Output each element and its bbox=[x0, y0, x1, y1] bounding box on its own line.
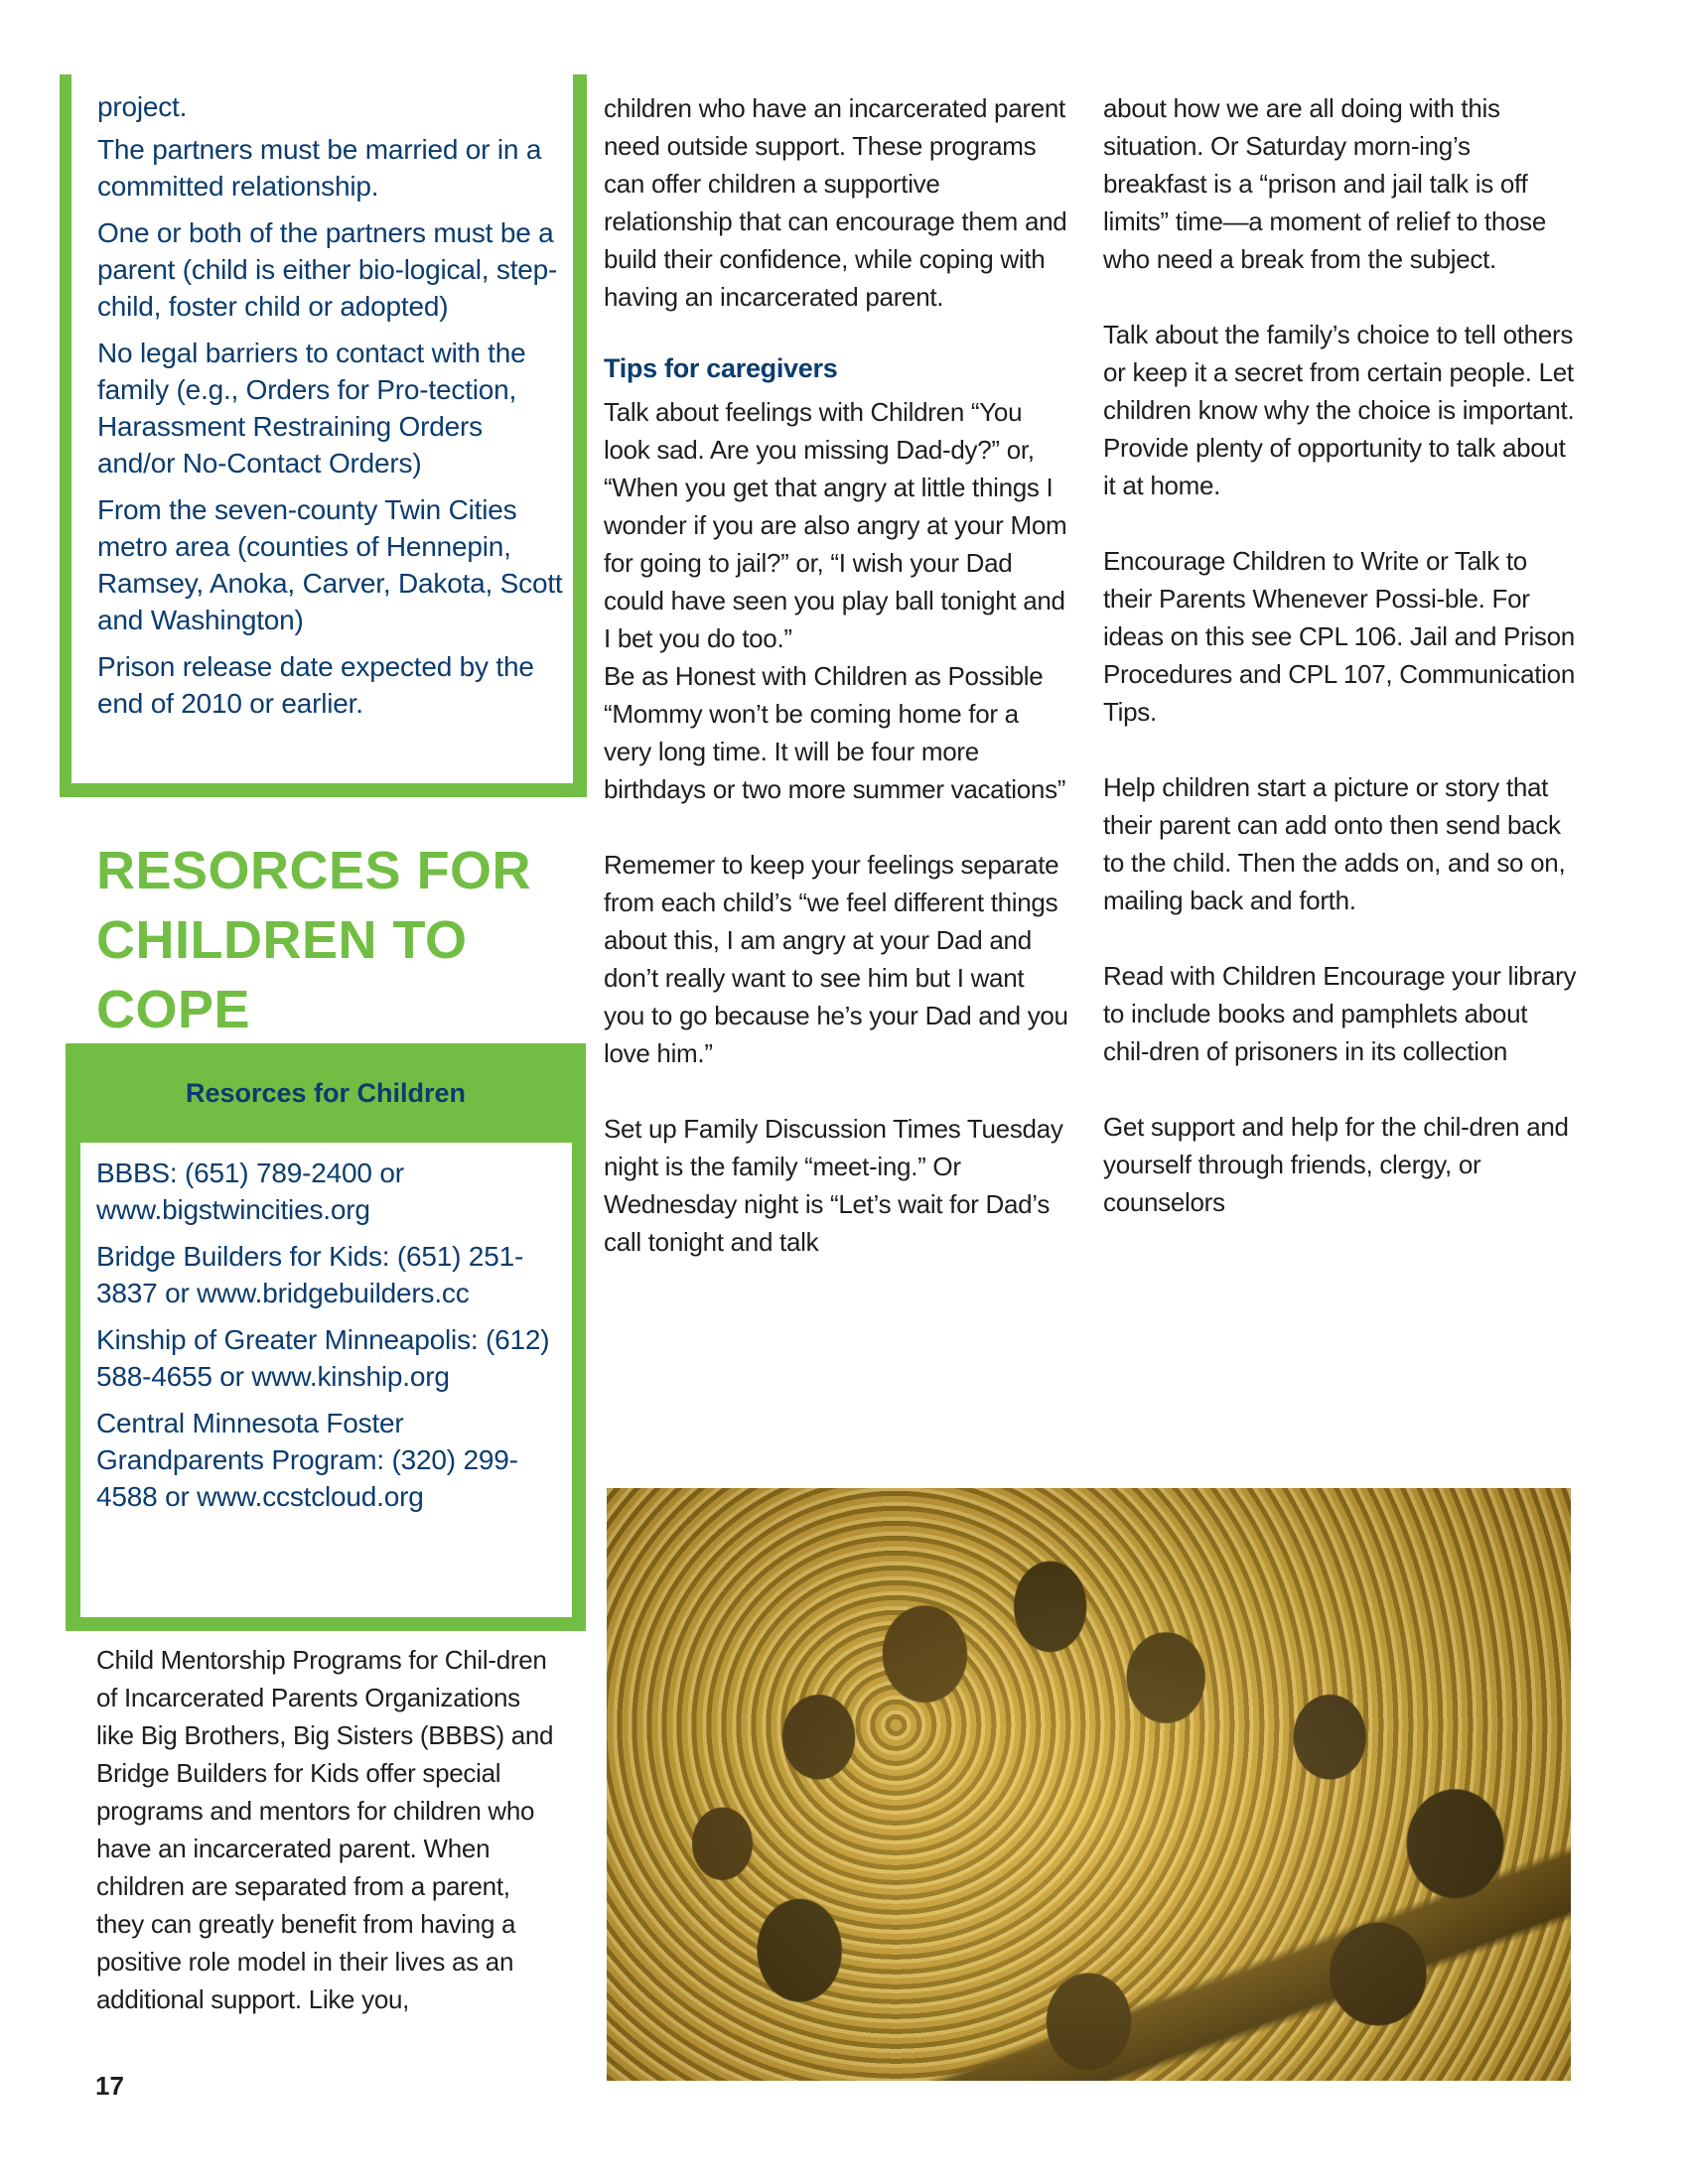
resource-item: Bridge Builders for Kids: (651) 251-3837 or www.bridgebuilders.cc bbox=[96, 1241, 524, 1308]
resource-item: Kinship of Greater Minneapolis: (612) 588-4655 or www.kinship.org bbox=[96, 1324, 550, 1392]
tip-paragraph: about how we are all doing with this situation. Or Saturday morn-ing’s breakfast is a “prison and jail talk is off limits” time—a moment of relief to those who need a break from the subject. bbox=[1103, 93, 1547, 274]
eligibility-item: project. bbox=[97, 91, 188, 122]
middle-column bbox=[604, 89, 1070, 1261]
intro-paragraph: children who have an incarcerated parent need outside support. These programs can offer children a supportive relationship that can encourage them and build their confidence, while coping with having an incarcerated parent. bbox=[604, 93, 1067, 312]
tips-subheading: Tips for caregivers bbox=[604, 353, 838, 383]
resource-item: Central Minnesota Foster Grandparents Program: (320) 299-4588 or www.ccstcloud.org bbox=[96, 1408, 518, 1512]
tip-paragraph: Set up Family Discussion Times Tuesday night is the family “meet-ing.” Or Wednesday night is “Let’s wait for Dad’s call tonight and talk bbox=[604, 1114, 1063, 1257]
group-circle-photo bbox=[607, 1488, 1571, 2081]
eligibility-item: The partners must be married or in a committed relationship. bbox=[97, 134, 542, 202]
resources-list bbox=[80, 1143, 572, 1617]
right-column bbox=[1103, 89, 1580, 1221]
tip-paragraph: Encourage Children to Write or Talk to their Parents Whenever Possi-ble. For ideas on this see CPL 106. Jail and Prison Procedures and CPL 107, Communication Tips. bbox=[1103, 546, 1575, 727]
mentorship-text: Child Mentorship Programs for Chil-dren of Incarcerated Parents Organizations like Big Brothers, Big Sisters (BBBS) and Bridge Builders for Kids offer special programs and mentors for children who have an incarcerated parent. When children are separated from a parent, they can greatly benefit from having a positive role model in their lives as an additional support. Like you, bbox=[96, 1645, 554, 2014]
photo-tint-overlay bbox=[607, 1488, 1571, 2081]
eligibility-item: One or both of the partners must be a parent (child is either bio-logical, step-child, foster child or adopted) bbox=[97, 217, 558, 322]
tip-paragraph: Talk about feelings with Children “You look sad. Are you missing Dad-dy?” or, “When you get that angry at little things I wonder if you are also angry at your Mom for going to jail?” or, “I wish your Dad could have seen you play ball tonight and I bet you do too.” bbox=[604, 397, 1067, 653]
resources-box-title: Resorces for Children bbox=[185, 1077, 467, 1108]
resources-box bbox=[66, 1043, 586, 1631]
eligibility-item: From the seven-county Twin Cities metro area (counties of Hennepin, Ramsey, Anoka, Carver, Dakota, Scott and Washington) bbox=[97, 494, 563, 635]
tip-paragraph: Help children start a picture or story that their parent can add onto then send back to the child. Then the adds on, and so on, mailing back and forth. bbox=[1103, 772, 1566, 915]
tip-paragraph: Get support and help for the chil-dren and yourself through friends, clergy, or counselors bbox=[1103, 1112, 1569, 1217]
eligibility-item: No legal barriers to contact with the family (e.g., Orders for Pro-tection, Harassment Restraining Orders and/or No-Contact Orders) bbox=[97, 338, 526, 478]
mentorship-paragraph bbox=[96, 1641, 563, 2018]
tip-paragraph: Rememer to keep your feelings separate from each child’s “we feel different things about this, I am angry at your Dad and don’t really want to see him but I want you to go because he’s your Dad and you love him.” bbox=[604, 850, 1068, 1068]
tip-paragraph: Talk about the family’s choice to tell others or keep it a secret from certain people. Let children know why the choice is important. Provide plenty of opportunity to talk about it at home. bbox=[1103, 320, 1575, 500]
tip-paragraph: Read with Children Encourage your library to include books and pamphlets about chil-dren of prisoners in its collection bbox=[1103, 961, 1577, 1066]
resource-item: BBBS: (651) 789-2400 or www.bigstwincities.org bbox=[96, 1158, 404, 1225]
tip-paragraph: Be as Honest with Children as Possible “Mommy won’t be coming home for a very long time. It will be four more birthdays or two more summer vacations” bbox=[604, 661, 1066, 804]
eligibility-item: Prison release date expected by the end of 2010 or earlier. bbox=[97, 651, 534, 719]
eligibility-criteria-box bbox=[60, 74, 587, 797]
section-heading: RESORCES FOR CHILDREN TO COPE bbox=[96, 841, 532, 1039]
page-number: 17 bbox=[95, 2071, 124, 2101]
